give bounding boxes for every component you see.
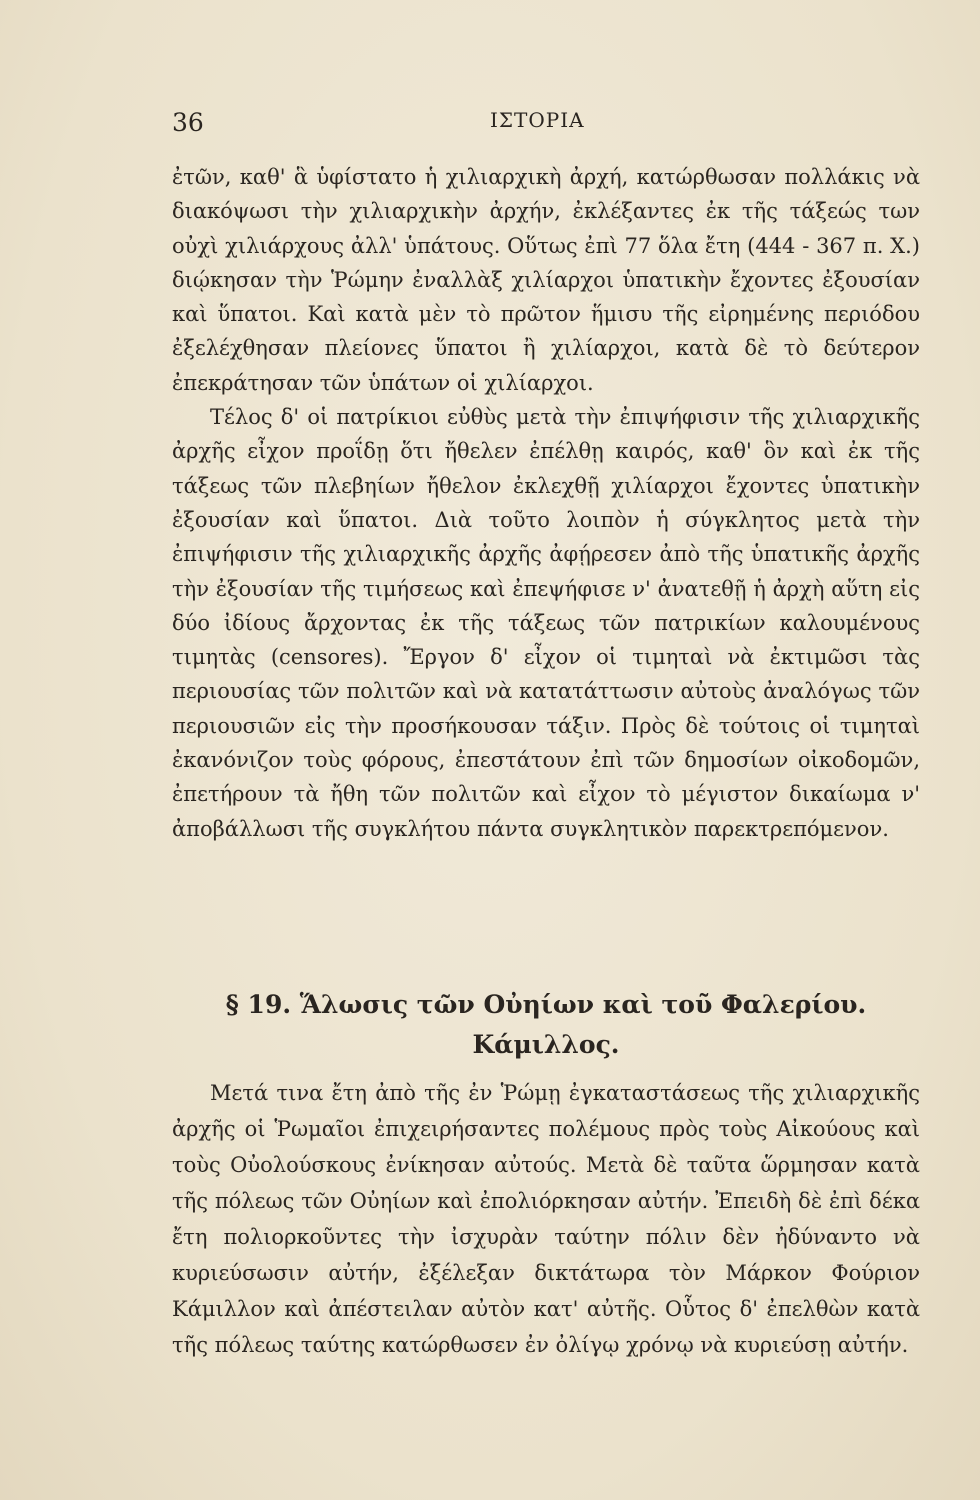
page-header [172,108,932,148]
section-text [172,1075,920,1363]
section-heading: § 19. Ἅλωσις τῶν Οὐηίων καὶ τοῦ Φαλερίου. Κάμιλλος. [225,990,867,1059]
running-title: ΙΣΤΟΡΙΑ [490,108,585,132]
paragraph-censors: Τέλος δ' οἱ πατρίκιοι εὐθὺς μετὰ τὴν ἐπιψήφισιν τῆς χιλιαρχικῆς ἀρχῆς εἶχον προΐδῃ ὅτι ἤθελεν ἐπέλθῃ καιρός, καθ' ὃν καὶ ἐκ τῆς τάξεως τῶν πλεβηίων ἤθελον ἐκλεχθῇ χιλίαρχοι ἔχοντες ὑπατικὴν ἐξουσίαν καὶ ὕπατοι. Διὰ τοῦτο λοιπὸν ἡ σύγκλητος μετὰ τὴν ἐπιψήφισιν τῆς χιλιαρχικῆς ἀρχῆς ἀφῄρεσεν ἀπὸ τῆς ὑπατικῆς ἀρχῆς τὴν ἐξουσίαν τῆς τιμήσεως καὶ ἐπεψήφισε ν' ἀνατεθῇ ἡ ἀρχὴ αὕτη εἰς δύο ἰδίους ἄρχοντας ἐκ τῆς τάξεως τῶν πατρικίων καλουμένους τιμητὰς (censores). Ἔργον δ' εἶχον οἱ τιμηταὶ νὰ ἐκτιμῶσι τὰς περιουσίας τῶν πολιτῶν καὶ νὰ κατατάττωσιν αὐτοὺς ἀναλόγως τῶν περιουσιῶν εἰς τὴν προσήκουσαν τάξιν. Πρὸς δὲ τούτοις οἱ τιμηταὶ ἐκανόνιζον τοὺς φόρους, ἐπεστάτουν ἐπὶ τῶν δημοσίων οἰκοδομῶν, ἐπετήρουν τὰ ἤθη τῶν πολιτῶν καὶ εἶχον τὸ μέγιστον δικαίωμα ν' ἀποβάλλωσι τῆς συγκλήτου πάντα συγκλητικὸν παρεκτρεπόμενον. [172,405,920,841]
paragraph-veii: Μετά τινα ἔτη ἀπὸ τῆς ἐν Ῥώμῃ ἐγκαταστάσεως τῆς χιλιαρχικῆς ἀρχῆς οἱ Ῥωμαῖοι ἐπιχειρήσαντες πολέμους πρὸς τοὺς Αἰκούους καὶ τοὺς Οὐολούσκους ἐνίκησαν αὐτούς. Μετὰ δὲ ταῦτα ὥρμησαν κατὰ τῆς πόλεως τῶν Οὐηίων καὶ ἐπολιόρκησαν αὐτήν. Ἐπειδὴ δὲ ἐπὶ δέκα ἔτη πολιορκοῦντες τὴν ἰσχυρὰν ταύτην πόλιν δὲν ἠδύναντο νὰ κυριεύσωσιν αὐτήν, ἐξέλεξαν δικτάτωρα τὸν Μάρκον Φούριον Κάμιλλον καὶ ἀπέστειλαν αὐτὸν κατ' αὐτῆς. Οὗτος δ' ἐπελθὼν κατὰ τῆς πόλεως ταύτης κατώρθωσεν ἐν ὀλίγῳ χρόνῳ νὰ κυριεύσῃ αὐτήν. [172,1081,920,1357]
paragraph-continuation: ἐτῶν, καθ' ἃ ὑφίστατο ἡ χιλιαρχικὴ ἀρχή, κατώρθωσαν πολλάκις νὰ διακόψωσι τὴν χιλιαρχικὴν ἀρχήν, ἐκλέξαντες ἐκ τῆς τάξεώς των οὐχὶ χιλιάρχους ἀλλ' ὑπάτους. Οὕτως ἐπὶ 77 ὅλα ἔτη (444 - 367 π. Χ.) διῴκησαν τὴν Ῥώμην ἐναλλὰξ χιλίαρχοι ὑπατικὴν ἔχοντες ἐξουσίαν καὶ ὕπατοι. Καὶ κατὰ μὲν τὸ πρῶτον ἥμισυ τῆς εἰρημένης περιόδου ἐξελέχθησαν πλείονες ὕπατοι ἢ χιλίαρχοι, κατὰ δὲ τὸ δεύτερον ἐπεκράτησαν τῶν ὑπάτων οἱ χιλίαρχοι. [172,165,920,395]
main-text [172,160,920,846]
page-number: 36 [172,108,204,137]
